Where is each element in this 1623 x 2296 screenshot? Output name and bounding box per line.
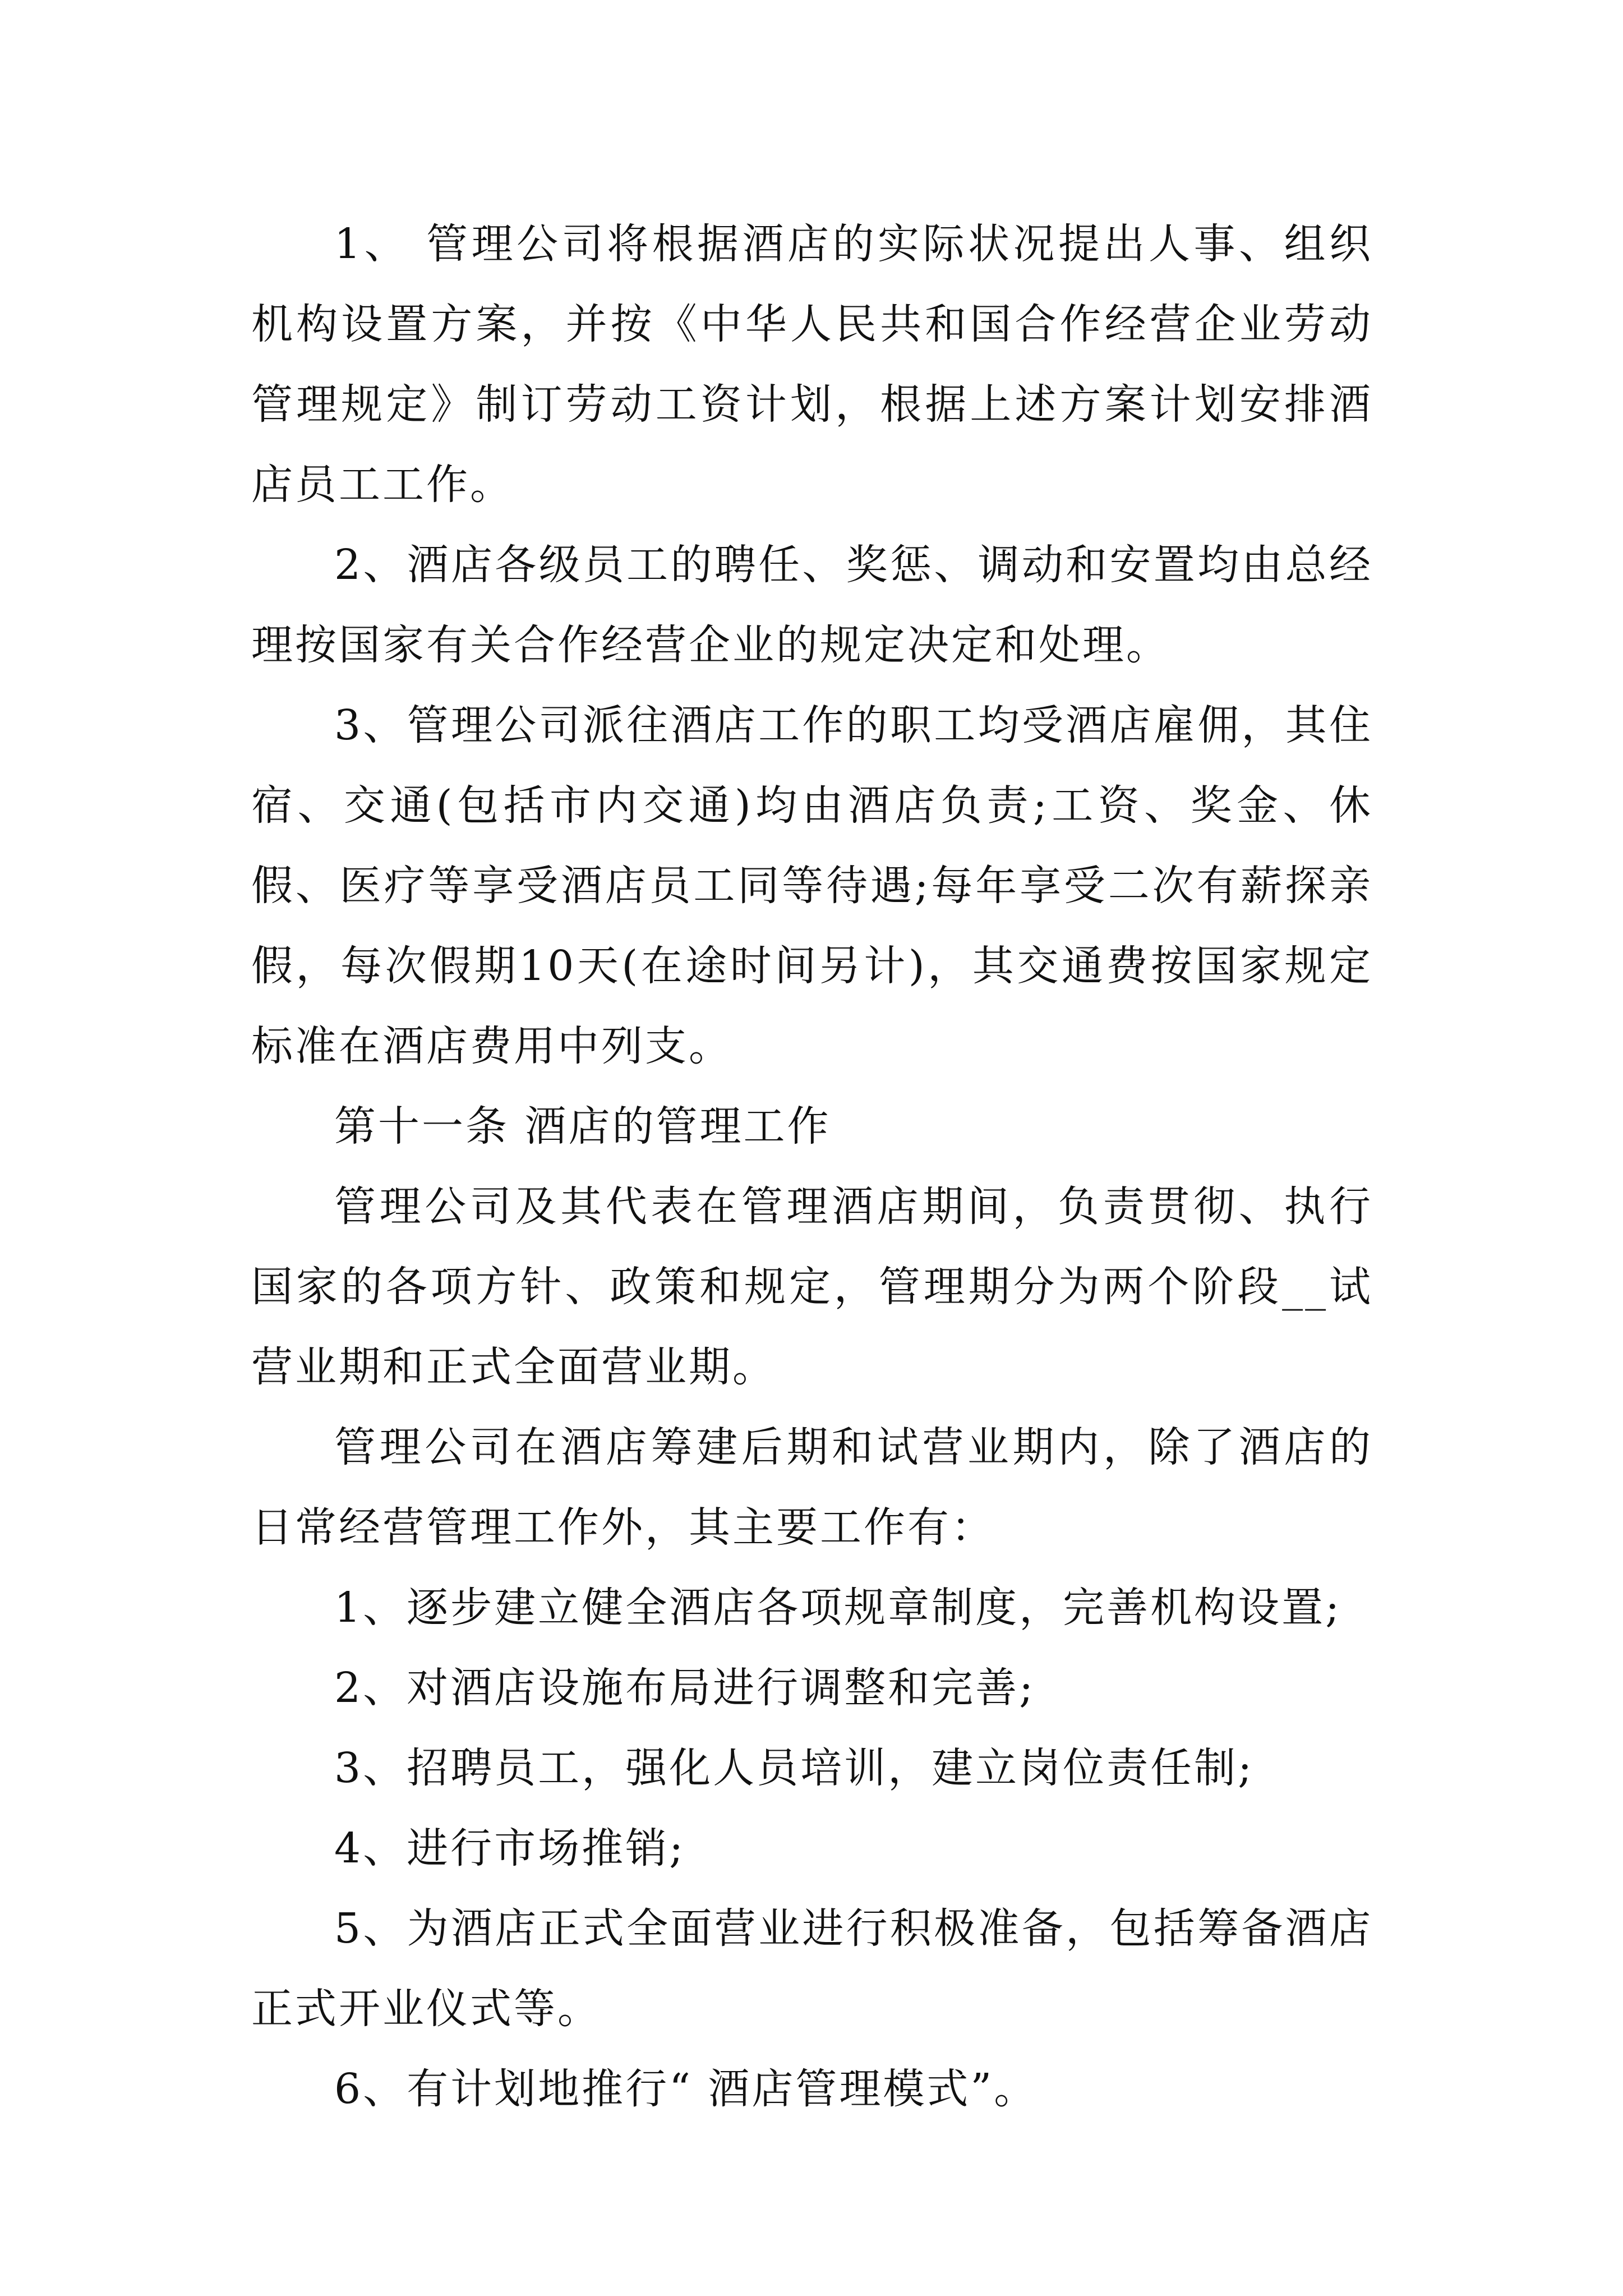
article-heading: 第十一条 酒店的管理工作 <box>334 1102 831 1151</box>
document-body <box>251 204 1373 2129</box>
paragraph-item-2-employee-appointment: 2、酒店各级员工的聘任、奖惩、调动和安置均由总经理按国家有关合作经营企业的规定决定和处理。 <box>251 541 1373 669</box>
paragraph-management-duties: 管理公司及其代表在管理酒店期间，负责贯彻、执行国家的各项方针、政策和规定，管理期分为两个阶段__试营业期和正式全面营业期。 <box>251 1182 1373 1391</box>
list-item-3: 3、招聘员工，强化人员培训，建立岗位责任制; <box>334 1744 1255 1792</box>
list-item-6: 6、有计划地推行“ 酒店管理模式”。 <box>334 2065 1038 2113</box>
list-item-2: 2、对酒店设施布局进行调整和完善; <box>334 1664 1036 1712</box>
paragraph-trial-period-intro: 管理公司在酒店筹建后期和试营业期内，除了酒店的日常经营管理工作外，其主要工作有： <box>251 1423 1373 1552</box>
paragraph-item-1-staffing-plan: 1、 管理公司将根据酒店的实际状况提出人事、组织机构设置方案，并按《中华人民共和国合作经营企业劳动管理规定》制订劳动工资计划，根据上述方案计划安排酒店员工工作。 <box>251 220 1373 509</box>
paragraph-item-3-dispatched-staff: 3、管理公司派往酒店工作的职工均受酒店雇佣，其住宿、交通(包括市内交通)均由酒店负责;工资、奖金、休假、医疗等享受酒店员工同等待遇;每年享受二次有薪探亲假，每次假期10天(在途时间另计)，其交通费按国家规定标准在酒店费用中列支。 <box>251 701 1373 1070</box>
list-item-5: 5、为酒店正式全面营业进行积极准备，包括筹备酒店正式开业仪式等。 <box>251 1904 1373 2033</box>
list-item-4: 4、进行市场推销; <box>334 1824 686 1872</box>
list-item-1: 1、逐步建立健全酒店各项规章制度，完善机构设置; <box>334 1584 1342 1632</box>
